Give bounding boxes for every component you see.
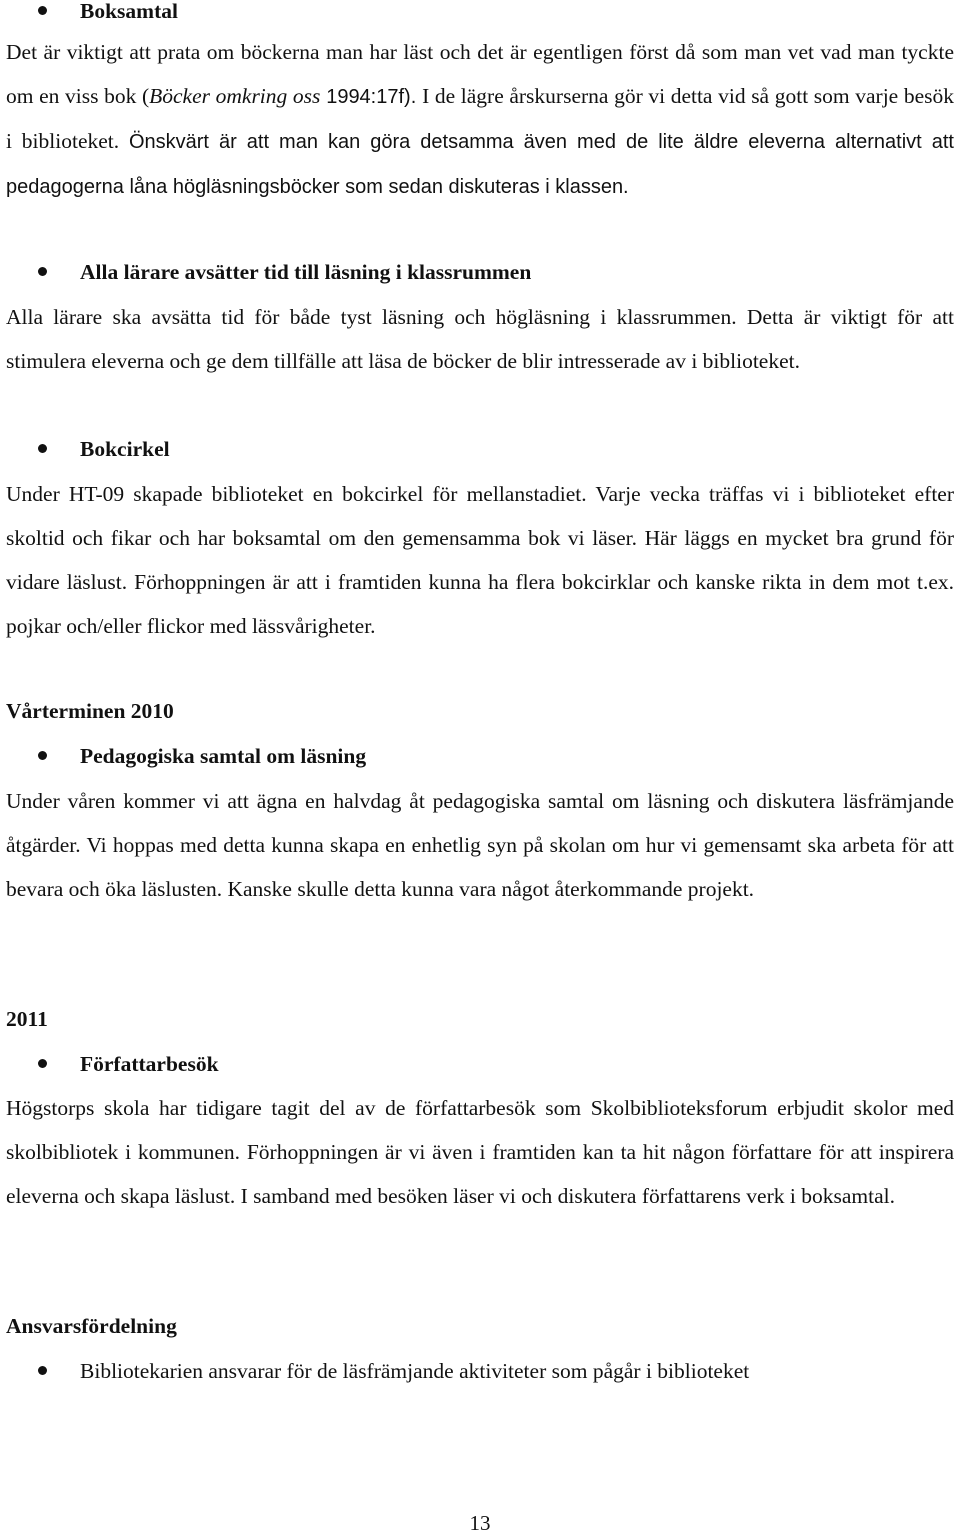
text-segment: Under HT-09 skapade biblioteket en bokcirkel för mellanstadiet. [6, 482, 596, 506]
section-title-2011: 2011 [6, 1007, 48, 1031]
heading-bokcirkel: Bokcirkel [80, 437, 170, 461]
bullet-dot [38, 1059, 47, 1068]
bullet-dot [38, 6, 47, 15]
section-title-varterminen: Vårterminen 2010 [6, 699, 174, 723]
heading-pedagogiska-samtal: Pedagogiska samtal om läsning [80, 744, 367, 768]
text-segment: Detta är viktigt för att stimulera eleverna och ge dem tillfälle att läsa de böcker de blir intresserade av i biblioteket. [6, 305, 954, 373]
heading-boksamtal: Boksamtal [80, 0, 178, 23]
bullet-dot [38, 267, 47, 276]
text-segment: Högstorps skola har tidigare tagit del av de författarbesök som Skolbiblioteksforum erbjudit skolor med skolbibliotek i kommunen. [6, 1096, 954, 1164]
page-number: 13 [469, 1511, 491, 1535]
bullet-dot [38, 751, 47, 760]
text-bibliotekarien: Bibliotekarien ansvarar för de läsfrämjande aktiviteter som pågår i biblioteket [80, 1359, 750, 1383]
text-segment: Önskvärt är att man kan göra detsamma även med de lite äldre eleverna alternativt att pedagogerna låna högläsningsböcker som sedan diskuteras i klassen. [6, 131, 954, 198]
text-segment: Vi hoppas med detta kunna skapa en enhetlig syn på skolan om hur vi gemensamt ska arbeta för att bevara och öka läslusten. Kanske skulle detta kunna vara något återkommande projekt. [6, 833, 954, 901]
paragraph-bokcirkel [6, 472, 954, 648]
text-segment: Under våren kommer vi att ägna en halvdag åt pedagogiska samtal om läsning och diskutera läsfrämjande åtgärder. [6, 789, 954, 857]
paragraph-boksamtal [6, 30, 954, 209]
text-segment: Varje vecka träffas vi i biblioteket efter skoltid och fikar och har boksamtal om den gemensamma bok vi läser. Här läggs en mycket bra grund för vidare läslust. [6, 482, 954, 594]
text-segment: Det är viktigt att prata om böckerna man har läst och det är egentligen först då som man vet vad man tyckte om en viss bok ( [6, 40, 954, 108]
heading-forfattarbesok: Författarbesök [80, 1052, 219, 1076]
paragraph-2011 [6, 1086, 954, 1218]
paragraph-alla-larare [6, 295, 954, 383]
text-segment: Förhoppningen är vi även i framtiden kan ta hit någon författare för att inspirera eleverna och skapa läslust. I samband med besöken läser vi och diskutera författarens verk i boksamtal. [6, 1140, 955, 1208]
heading-alla-larare: Alla lärare avsätter tid till läsning i klassrummen [80, 260, 532, 284]
italic-title: Böcker omkring oss [149, 84, 321, 108]
paragraph-varterminen [6, 779, 954, 911]
bullet-dot [38, 444, 47, 453]
section-title-ansvar: Ansvarsfördelning [6, 1314, 177, 1338]
text-segment: 1994:17f). [320, 86, 423, 108]
text-segment: Alla lärare ska avsätta tid för både tyst läsning och högläsning i klassrummen. [6, 305, 747, 329]
text-segment: Förhoppningen är att i framtiden kunna ha flera bokcirklar och kanske rikta in dem mot t.ex. pojkar och/eller flickor med lässvårigheter. [6, 570, 954, 638]
text-segment: I de lägre årskurserna gör vi detta vid så gott som varje besök i biblioteket. [6, 84, 954, 153]
bullet-dot [38, 1366, 47, 1375]
